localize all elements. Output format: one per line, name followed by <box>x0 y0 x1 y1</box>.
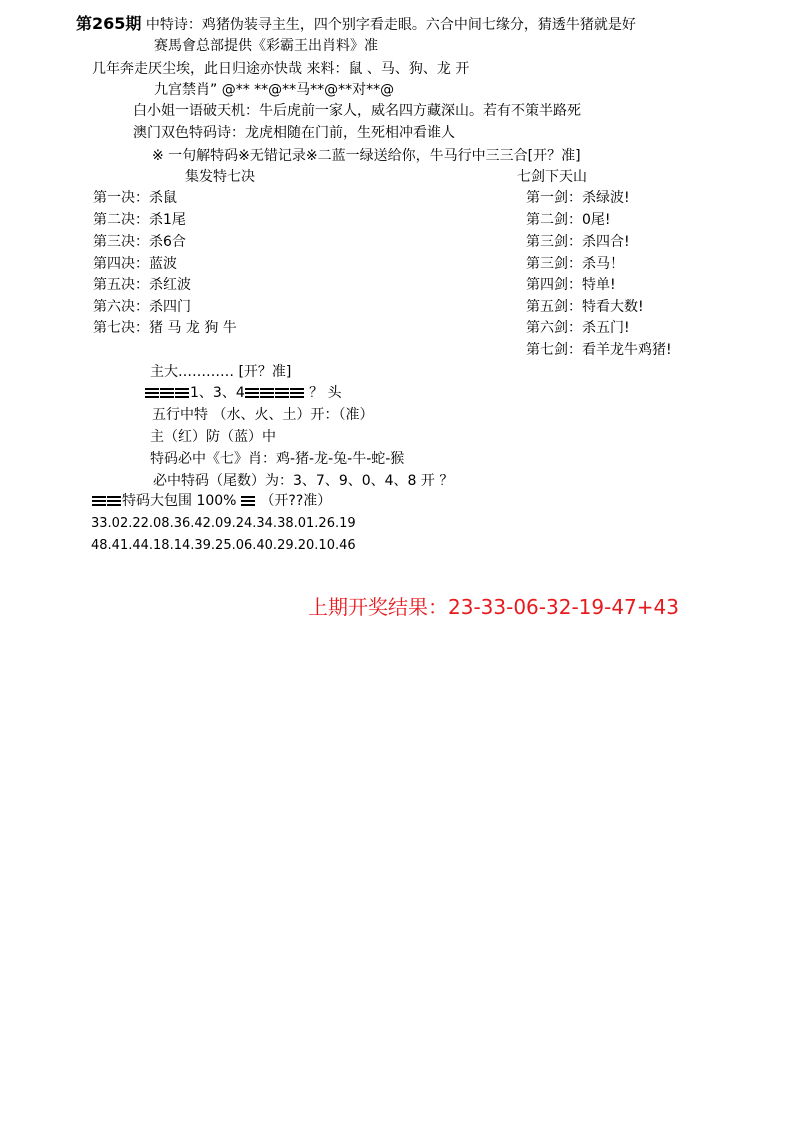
poem-line-1: 中特诗：鸡猪伪装寻主生，四个别字看走眼。六合中间七缘分，猜透牛猪就是好 <box>145 17 636 33</box>
left-item-1: 第一决：杀鼠 <box>93 190 177 206</box>
header-line-1 <box>76 14 636 35</box>
head-numbers: 1、3、4 <box>190 385 245 401</box>
left-item-3: 第三决：杀6合 <box>93 234 186 250</box>
left-section-title: 集发特七决 <box>185 169 255 185</box>
tail-line: 必中特码（尾数）为：3、7、9、0、4、8 开 ？ <box>153 473 454 489</box>
wave-line: 主（红）防（蓝）中 <box>150 429 276 445</box>
right-item-5: 第四剑：特单! <box>526 277 616 293</box>
left-item-2: 第二决：杀1尾 <box>93 212 186 228</box>
poem-line-5: 白小姐一语破天机：牛后虎前一家人，威名四方藏深山。若有不策半路死 <box>133 103 581 119</box>
left-item-5: 第五决：杀红波 <box>93 277 191 293</box>
right-item-6: 第五剑：特看大数! <box>526 299 644 315</box>
five-elements-line: 五行中特 （水、火、土）开：（准） <box>152 407 374 423</box>
right-item-4: 第三剑：杀马！ <box>526 256 624 272</box>
left-item-4: 第四决：蓝波 <box>93 256 177 272</box>
poem-line-3: 几年奔走厌尘埃，此日归途亦快哉 来料：鼠 、马、狗、龙 开 <box>92 61 470 77</box>
numbers-row-2: 48.41.44.18.14.39.25.06.40.29.20.10.46 <box>91 538 356 553</box>
right-item-7: 第六剑：杀五门! <box>526 320 630 336</box>
right-item-8: 第七剑：看羊龙牛鸡猪! <box>526 342 672 358</box>
poem-line-4: 九宫禁肖” @** **@**马**@**对**@ <box>154 82 395 98</box>
poem-line-6: 澳门双色特码诗：龙虎相随在门前，生死相冲看谁人 <box>133 125 455 141</box>
enclose-text: 特码大包围 100% <box>122 493 237 509</box>
bars-decoration-3 <box>92 491 122 511</box>
head-suffix: ？ 头 <box>304 385 342 401</box>
numbers-row-1: 33.02.22.08.36.42.09.24.34.38.01.26.19 <box>91 516 356 531</box>
main-big-line: 主大………… [开？准] <box>150 364 292 380</box>
enclose-line <box>92 491 331 511</box>
poem-line-2: 赛馬會总部提供《彩霸王出肖料》准 <box>154 38 378 54</box>
enclose-suffix: （开??准） <box>255 493 332 509</box>
poem-line-7: ※ 一句解特码※无错记录※二蓝一绿送给你，牛马行中三三合[开？准] <box>152 148 581 164</box>
right-section-title: 七剑下天山 <box>517 169 587 185</box>
right-item-2: 第二剑：0尾! <box>526 212 611 228</box>
bars-decoration-4 <box>241 491 256 511</box>
right-item-1: 第一剑：杀绿波! <box>526 190 630 206</box>
previous-result: 上期开奖结果：23-33-06-32-19-47+43 <box>308 595 679 619</box>
bars-decoration <box>145 383 190 403</box>
bars-decoration-2 <box>245 383 305 403</box>
left-item-7: 第七决：猪 马 龙 狗 牛 <box>93 320 237 336</box>
issue-number: 第265期 <box>76 14 142 33</box>
left-item-6: 第六决：杀四门 <box>93 299 191 315</box>
zodiac-line: 特码必中《七》肖：鸡-猪-龙-兔-牛-蛇-猴 <box>150 451 405 467</box>
head-line <box>145 383 342 403</box>
right-item-3: 第三剑：杀四合! <box>526 234 630 250</box>
